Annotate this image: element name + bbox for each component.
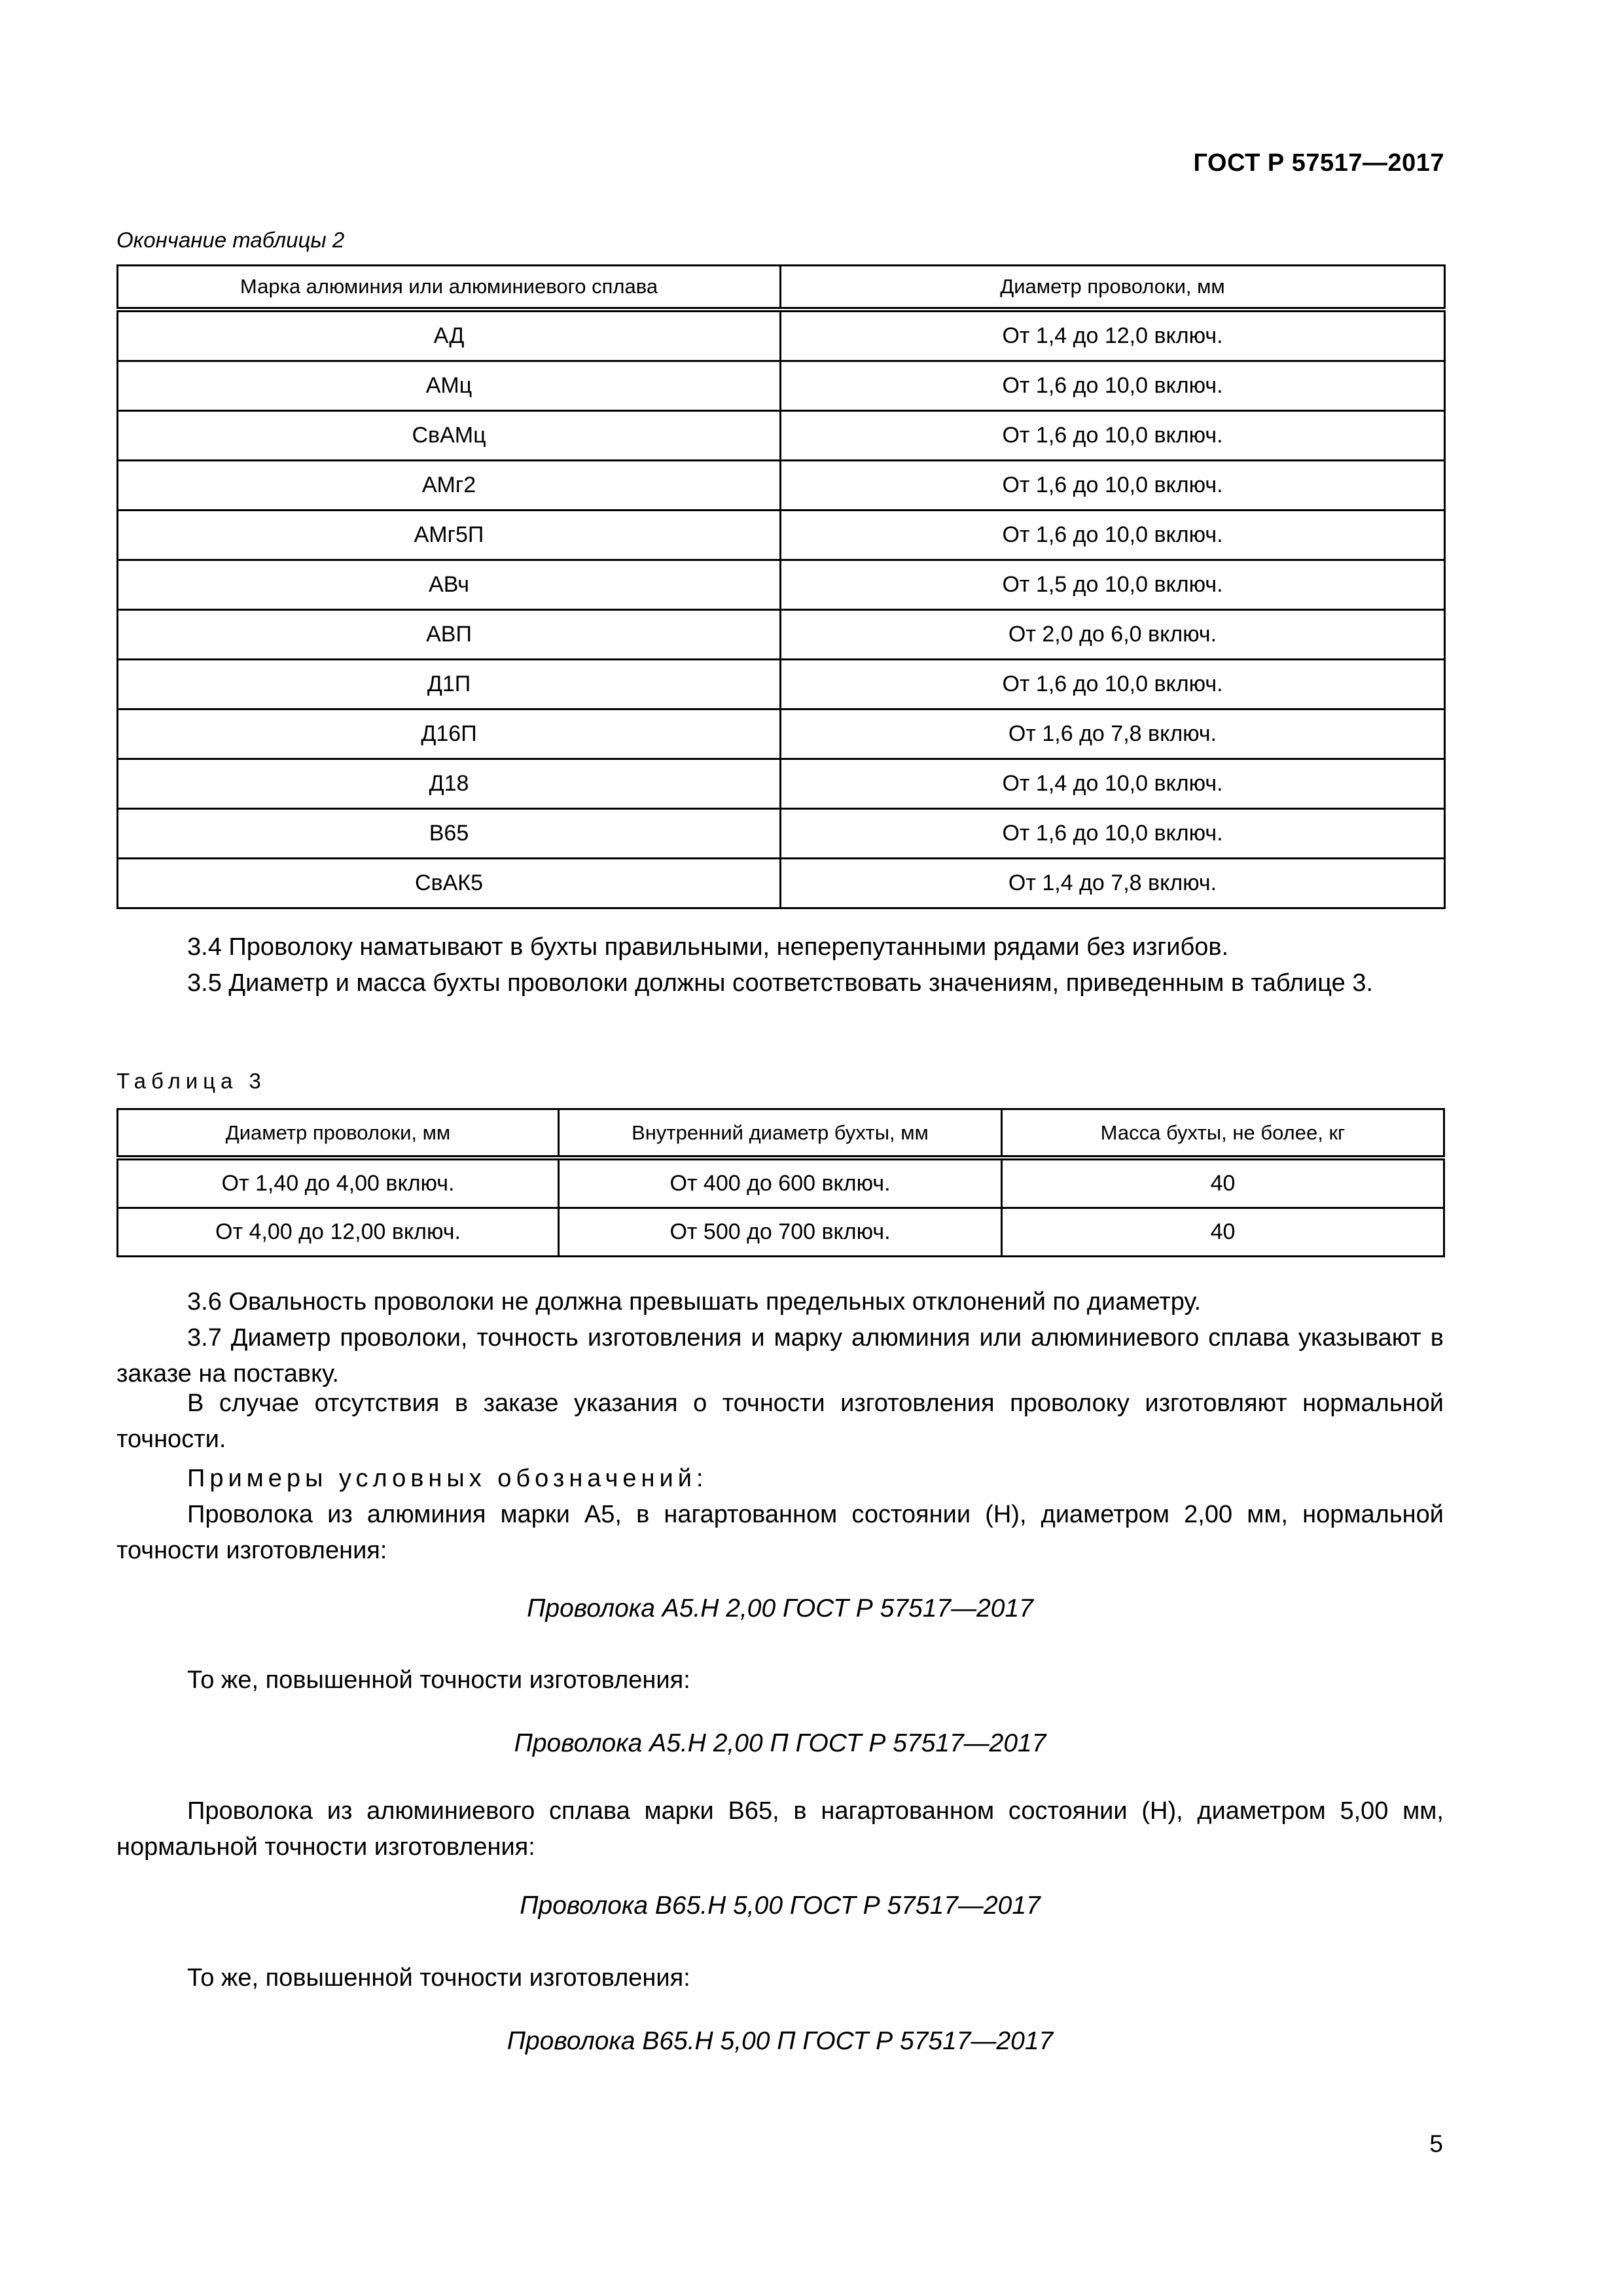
table2-cell-diameter: От 1,4 до 12,0 включ. xyxy=(781,310,1445,361)
paragraph-3-6: 3.6 Овальность проволоки не должна превышать предельных отклонений по диаметру. xyxy=(187,1288,1202,1316)
table2-cell-grade: СвАК5 xyxy=(118,859,781,908)
table3-cell-inner-diameter: От 500 до 700 включ. xyxy=(559,1208,1002,1257)
paragraph-3-5: 3.5 Диаметр и масса бухты проволоки должны соответствовать значениям, приведенным в таблице 3. xyxy=(187,969,1374,997)
table2-cell-grade: АД xyxy=(118,310,781,361)
table2-cell-diameter: От 1,4 до 10,0 включ. xyxy=(781,759,1445,809)
table2-cell-diameter: От 2,0 до 6,0 включ. xyxy=(781,610,1445,660)
table2-cell-diameter: От 1,6 до 10,0 включ. xyxy=(781,809,1445,859)
paragraph-3-7: 3.7 Диаметр проволоки, точность изготовления и марку алюминия или алюминиевого сплава указывают в заказе на поставку. xyxy=(116,1324,1444,1388)
table2-row xyxy=(118,310,1445,361)
table2-row xyxy=(118,511,1445,560)
table3-cell-inner-diameter: От 400 до 600 включ. xyxy=(559,1158,1002,1208)
table2-body xyxy=(118,310,1445,908)
table2-header-grade: Марка алюминия или алюминиевого сплава xyxy=(118,266,781,310)
example2-designation: Проволока А5.Н 2,00 П ГОСТ Р 57517—2017 xyxy=(514,1729,1046,1757)
table3-cell-mass: 40 xyxy=(1002,1208,1444,1257)
table2-cell-grade: В65 xyxy=(118,809,781,859)
table3-cell-diameter: От 1,40 до 4,00 включ. xyxy=(118,1158,559,1208)
table2-cell-grade: АВП xyxy=(118,610,781,660)
table2-cell-diameter: От 1,6 до 10,0 включ. xyxy=(781,461,1445,511)
table2-cell-diameter: От 1,4 до 7,8 включ. xyxy=(781,859,1445,908)
table3-row xyxy=(118,1208,1444,1257)
paragraph-default-accuracy: В случае отсутствия в заказе указания о точности изготовления проволоку изготовляют нормальной точности. xyxy=(116,1390,1444,1453)
document-code: ГОСТ Р 57517—2017 xyxy=(1193,149,1444,177)
table2-row xyxy=(118,759,1445,809)
table3-header-diameter: Диаметр проволоки, мм xyxy=(118,1109,559,1158)
table2-cell-grade: Д16П xyxy=(118,709,781,759)
table2-cell-diameter: От 1,6 до 10,0 включ. xyxy=(781,411,1445,461)
example2-description: То же, повышенной точности изготовления: xyxy=(187,1666,690,1694)
table3-cell-mass: 40 xyxy=(1002,1158,1444,1208)
table2-row xyxy=(118,660,1445,709)
table2-cell-diameter: От 1,6 до 10,0 включ. xyxy=(781,511,1445,560)
table2-cell-diameter: От 1,5 до 10,0 включ. xyxy=(781,560,1445,610)
table2-cell-grade: АМг5П xyxy=(118,511,781,560)
table2-cell-diameter: От 1,6 до 10,0 включ. xyxy=(781,660,1445,709)
table2-row xyxy=(118,709,1445,759)
table3-body xyxy=(118,1158,1444,1257)
page-number: 5 xyxy=(1429,2130,1443,2157)
table2-cell-grade: СвАМц xyxy=(118,411,781,461)
table2-row xyxy=(118,610,1445,660)
table2-cell-diameter: От 1,6 до 10,0 включ. xyxy=(781,361,1445,411)
table2 xyxy=(116,264,1446,909)
table3 xyxy=(116,1108,1445,1257)
example3-designation: Проволока В65.Н 5,00 ГОСТ Р 57517—2017 xyxy=(520,1892,1041,1920)
examples-heading: Примеры условных обозначений: xyxy=(187,1465,708,1492)
example4-designation: Проволока В65.Н 5,00 П ГОСТ Р 57517—2017 xyxy=(507,2027,1054,2055)
table3-caption: Таблица 3 xyxy=(116,1069,266,1093)
table2-row xyxy=(118,411,1445,461)
table3-cell-diameter: От 4,00 до 12,00 включ. xyxy=(118,1208,559,1257)
table2-row xyxy=(118,361,1445,411)
table2-cell-grade: АВч xyxy=(118,560,781,610)
table2-cell-grade: АМц xyxy=(118,361,781,411)
table2-cell-grade: АМг2 xyxy=(118,461,781,511)
table2-cell-grade: Д1П xyxy=(118,660,781,709)
table3-header-row xyxy=(118,1109,1444,1158)
paragraph-3-4: 3.4 Проволоку наматывают в бухты правильными, неперепутанными рядами без изгибов. xyxy=(187,933,1229,961)
table2-cell-diameter: От 1,6 до 7,8 включ. xyxy=(781,709,1445,759)
table2-row xyxy=(118,809,1445,859)
table2-header-diameter: Диаметр проволоки, мм xyxy=(781,266,1445,310)
table3-header-mass: Масса бухты, не более, кг xyxy=(1002,1109,1444,1158)
table3-header-inner-diameter: Внутренний диаметр бухты, мм xyxy=(559,1109,1002,1158)
table2-header-row xyxy=(118,266,1445,310)
example4-description: То же, повышенной точности изготовления: xyxy=(187,1964,690,1992)
example3-description: Проволока из алюминиевого сплава марки В65, в нагартованном состоянии (Н), диаметром 5,00 мм, нормальной точности изготовления: xyxy=(116,1797,1444,1861)
example1-description: Проволока из алюминия марки А5, в нагартованном состоянии (Н), диаметром 2,00 мм, нормальной точности изготовления: xyxy=(116,1501,1444,1564)
table2-row xyxy=(118,859,1445,908)
table2-caption: Окончание таблицы 2 xyxy=(116,228,345,252)
table2-row xyxy=(118,461,1445,511)
table2-row xyxy=(118,560,1445,610)
example1-designation: Проволока А5.Н 2,00 ГОСТ Р 57517—2017 xyxy=(527,1594,1033,1623)
table3-row xyxy=(118,1158,1444,1208)
table2-cell-grade: Д18 xyxy=(118,759,781,809)
